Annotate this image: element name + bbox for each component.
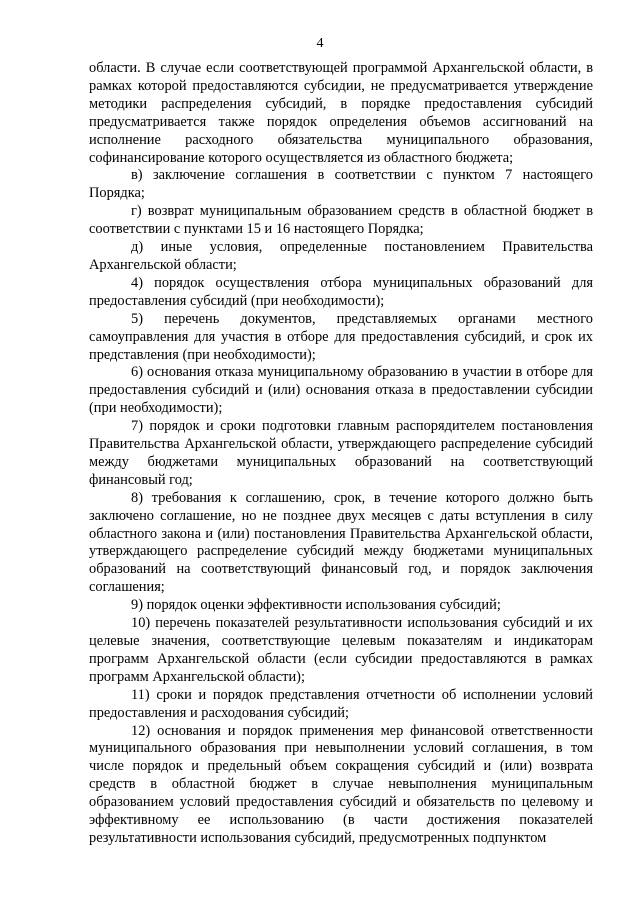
paragraph-item-12: 12) основания и порядок применения мер финансовой ответственности муниципального образования при невыполнении условий соглашения, в том числе порядок и предельный объем сокращения субсидий и (или) возврата средств в областной бюджет в случае невыполнения муниципальным образованием условий предоставления субсидий и обязательств по целевому и эффективному ее использованию (в части достижения показателей результативности использования субсидий, предусмотренных подпунктом — [89, 722, 593, 846]
paragraph-item-5: 5) перечень документов, представляемых органами местного самоуправления для участия в отборе для предоставления субсидий, и срок их представления (при необходимости); — [89, 310, 593, 363]
paragraph-item-6: 6) основания отказа муниципальному образованию в участии в отборе для предоставления субсидий и (или) основания отказа в предоставлении субсидии (при необходимости); — [89, 364, 593, 417]
paragraph-continuation: области. В случае если соответствующей программой Архангельской области, в рамках которой предоставляются субсидии, не предусматривается утверждение методики распределения субсидий, в порядке предоставления субсидий предусматривается также порядок определения объемов ассигнований на исполнение расходного обязательства муниципального образования, софинансирование которого осуществляется из областного бюджета; — [89, 60, 593, 166]
document-body — [89, 60, 593, 848]
paragraph-item-9: 9) порядок оценки эффективности использования субсидий; — [131, 597, 501, 614]
page-number: 4 — [316, 36, 324, 51]
paragraph-item-g: г) возврат муниципальным образованием средств в областной бюджет в соответствии с пунктами 15 и 16 настоящего Порядка; — [89, 203, 593, 238]
paragraph-item-11: 11) сроки и порядок представления отчетности об исполнении условий предоставления и расходования субсидий; — [89, 686, 593, 721]
paragraph-item-v: в) заключение соглашения в соответствии с пунктом 7 настоящего Порядка; — [89, 167, 593, 202]
paragraph-item-10: 10) перечень показателей результативности использования субсидий и их целевые значения, соответствующие целевым показателям и индикаторам программ Архангельской области (если субсидии предоставляются в рамках программ Архангельской области); — [89, 615, 593, 685]
paragraph-item-d: д) иные условия, определенные постановлением Правительства Архангельской области; — [89, 239, 593, 273]
paragraph-item-7: 7) порядок и сроки подготовки главным распорядителем постановления Правительства Архангельской области, утверждающего распределение субсидий между бюджетами муниципальных образований на соответствующий финансовый год; — [89, 418, 593, 488]
paragraph-item-4: 4) порядок осуществления отбора муниципальных образований для предоставления субсидий (при необходимости); — [89, 274, 593, 309]
paragraph-item-8: 8) требования к соглашению, срок, в течение которого должно быть заключено соглашение, но не позднее двух месяцев с даты вступления в силу областного закона и (или) постановления Правительства Архангельской области, утверждающего распределение субсидий между бюджетами муниципальных образований на соответствующий финансовый год, и порядок заключения соглашения; — [89, 489, 593, 596]
